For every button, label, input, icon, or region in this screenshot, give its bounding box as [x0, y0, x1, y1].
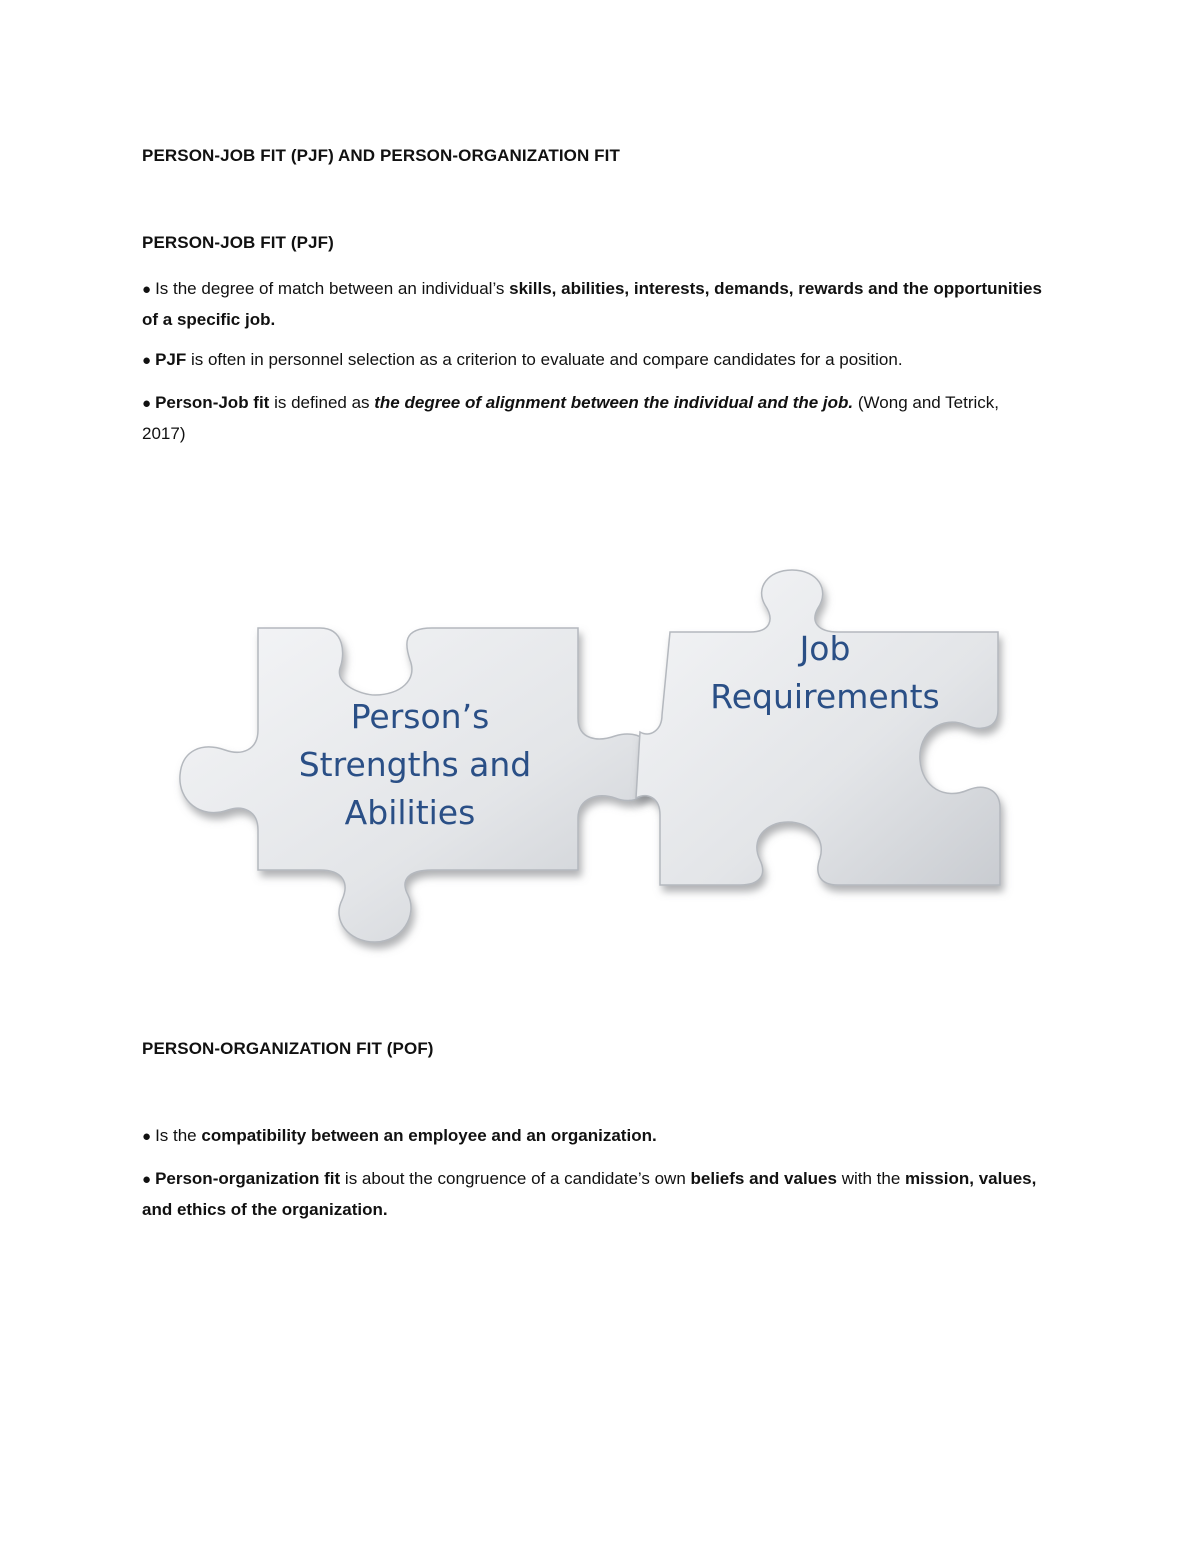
puzzle-illustration: [170, 560, 1020, 960]
bold-run: skills, abilities, interests, demands, rewards and the opportunities of a specific job.: [142, 279, 1042, 329]
pof-heading: PERSON-ORGANIZATION FIT (POF): [142, 1039, 434, 1058]
bold-run: Person-Job fit: [155, 393, 270, 412]
bold-run: PJF: [155, 350, 187, 369]
bullet-icon: ●: [142, 1128, 152, 1145]
bold-run: beliefs and values: [690, 1169, 837, 1188]
left-piece-line-2: Strengths and: [298, 745, 532, 784]
bold-run: compatibility between an employee and an organization.: [201, 1126, 657, 1145]
text-run: is defined as: [269, 393, 375, 412]
left-piece-line-3: Abilities: [344, 793, 476, 832]
bold-run: Person-organization fit: [155, 1169, 341, 1188]
pjf-bullet-2: [142, 345, 1047, 376]
left-piece-line-1: Person’s: [350, 697, 490, 736]
text-run: Is the: [155, 1126, 202, 1145]
bullet-icon: ●: [142, 281, 152, 298]
pof-bullet-1: [142, 1121, 1047, 1152]
text-run: with the: [836, 1169, 906, 1188]
left-puzzle-piece: [180, 628, 657, 942]
text-run: is often in personnel selection as a criterion to evaluate and compare candidates for a position.: [186, 350, 903, 369]
citation: (Wong and Tetrick, 2017): [142, 393, 999, 443]
pjf-bullet-3: [142, 388, 1047, 449]
bold-run: mission, values, and ethics of the organization.: [142, 1169, 1037, 1219]
bullet-icon: ●: [142, 1171, 152, 1188]
bullet-icon: ●: [142, 395, 152, 412]
right-piece-line-2: Requirements: [710, 677, 940, 716]
pjf-bullet-1: [142, 274, 1047, 335]
text-run: Is the degree of match between an individual’s: [155, 279, 510, 298]
pjf-heading: PERSON-JOB FIT (PJF): [142, 233, 334, 252]
pof-bullet-2: [142, 1164, 1047, 1225]
right-puzzle-piece: [636, 570, 1000, 885]
bullet-icon: ●: [142, 352, 152, 369]
bold-italic-run: the degree of alignment between the individual and the job.: [374, 393, 854, 412]
right-piece-line-1: Job: [799, 629, 851, 668]
text-run: is about the congruence of a candidate’s own: [340, 1169, 691, 1188]
document-title: PERSON-JOB FIT (PJF) AND PERSON-ORGANIZATION FIT: [142, 146, 620, 165]
